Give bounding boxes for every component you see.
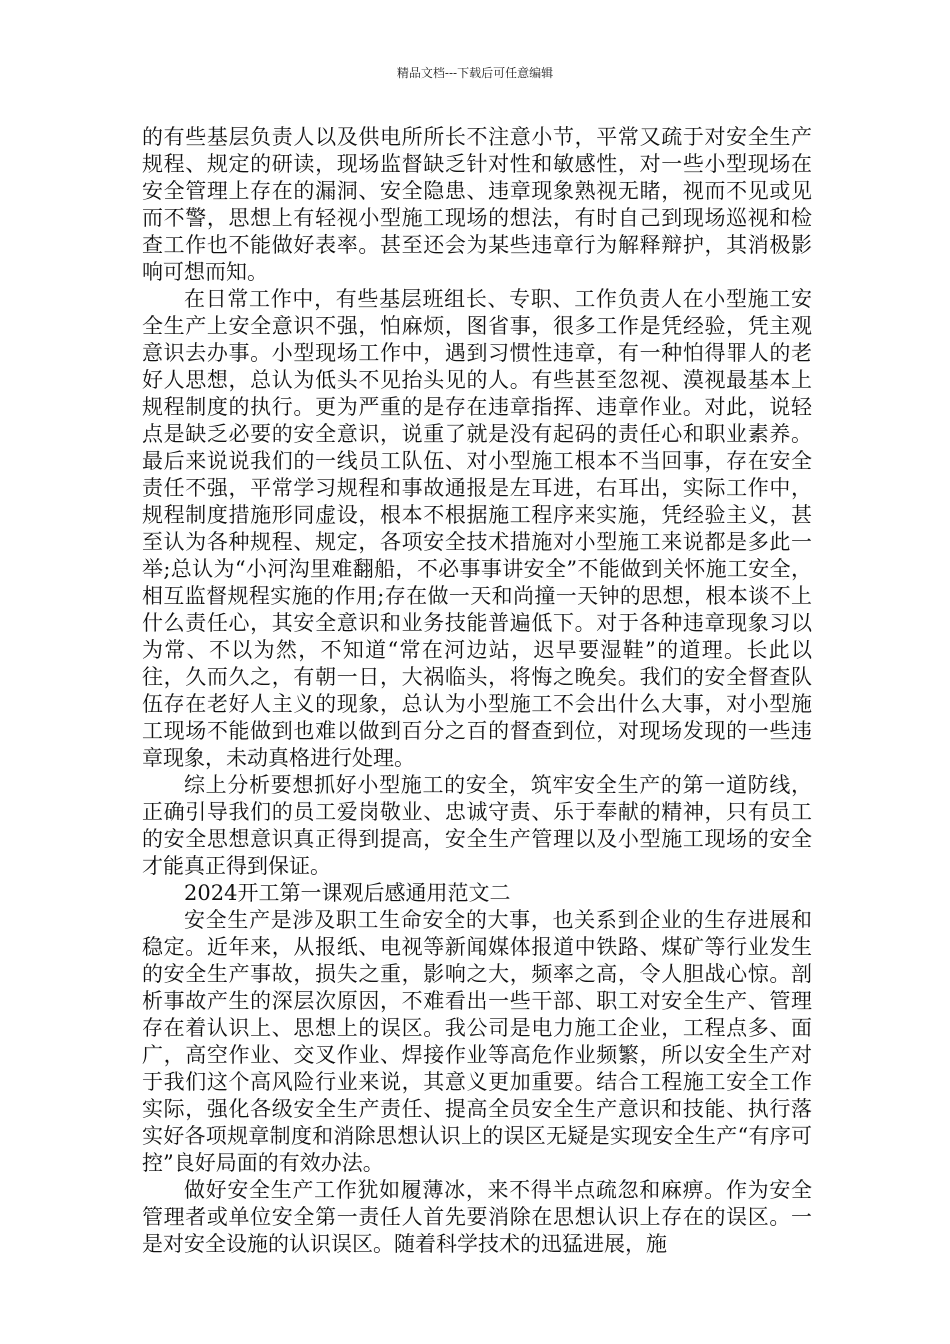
page-header: 精品文档---下载后可任意编辑 [396,66,554,80]
document-body [142,124,812,1258]
section-heading: 2024开工第一课观后感通用范文二 [184,881,511,905]
paragraph-5: 做好安全生产工作犹如履薄冰，来不得半点疏忽和麻痹。作为安全管理者或单位安全第一责任人首先要消除在思想认识上存在的误区。一是对安全设施的认识误区。随着科学技术的迅猛进展，施 [142,1178,812,1256]
paragraph-4: 安全生产是涉及职工生命安全的大事，也关系到企业的生存进展和稳定。近年来，从报纸、电视等新闻媒体报道中铁路、煤矿等行业发生的安全生产事故，损失之重，影响之大，频率之高，令人胆战心惊。剖析事故产生的深层次原因，不难看出一些干部、职工对安全生产、管理存在着认识上、思想上的误区。我公司是电力施工企业，工程点多、面广，高空作业、交叉作业、焊接作业等高危作业频繁，所以安全生产对于我们这个高风险行业来说，其意义更加重要。结合工程施工安全工作实际，强化各级安全生产责任、提高全员安全生产意识和技能、执行落实好各项规章制度和消除思想认识上的误区无疑是实现安全生产“有序可控”良好局面的有效办法。 [142,908,812,1175]
paragraph-2: 在日常工作中，有些基层班组长、专职、工作负责人在小型施工安全生产上安全意识不强，怕麻烦，图省事，很多工作是凭经验，凭主观意识去办事。小型现场工作中，遇到习惯性违章，有一种怕得罪人的老好人思想，总认为低头不见抬头见的人。有些甚至忽视、漠视最基本上规程制度的执行。更为严重的是存在违章指挥、违章作业。对此，说轻点是缺乏必要的安全意识，说重了就是没有起码的责任心和职业素养。最后来说说我们的一线员工队伍、对小型施工根本不当回事，存在安全责任不强，平常学习规程和事故通报是左耳进，右耳出，实际工作中，规程制度措施形同虚设，根本不根据施工程序来实施，凭经验主义，甚至认为各种规程、规定，各项安全技术措施对小型施工来说都是多此一举;总认为“小河沟里难翻船，不必事事讲安全”不能做到关怀施工安全，相互监督规程实施的作用;存在做一天和尚撞一天钟的思想，根本谈不上什么责任心，其安全意识和业务技能普遍低下。对于各种违章现象习以为常、不以为然，不知道“常在河边站，迟早要湿鞋”的道理。长此以往，久而久之，有朝一日，大祸临头，将悔之晚矣。我们的安全督查队伍存在老好人主义的现象，总认为小型施工不会出什么大事，对小型施工现场不能做到也难以做到百分之百的督查到位，对现场发现的一些违章现象，未动真格进行处理。 [142,287,812,770]
paragraph-3: 综上分析要想抓好小型施工的安全，筑牢安全生产的第一道防线，正确引导我们的员工爱岗敬业、忠诚守责、乐于奉献的精神，只有员工的安全思想意识真正得到提高，安全生产管理以及小型施工现场的安全才能真正得到保证。 [142,773,812,878]
paragraph-1: 的有些基层负责人以及供电所所长不注意小节，平常又疏于对安全生产规程、规定的研读，现场监督缺乏针对性和敏感性，对一些小型现场在安全管理上存在的漏洞、安全隐患、违章现象熟视无睹，视而不见或见而不警，思想上有轻视小型施工现场的想法，有时自己到现场巡视和检查工作也不能做好表率。甚至还会为某些违章行为解释辩护，其消极影响可想而知。 [142,125,812,284]
